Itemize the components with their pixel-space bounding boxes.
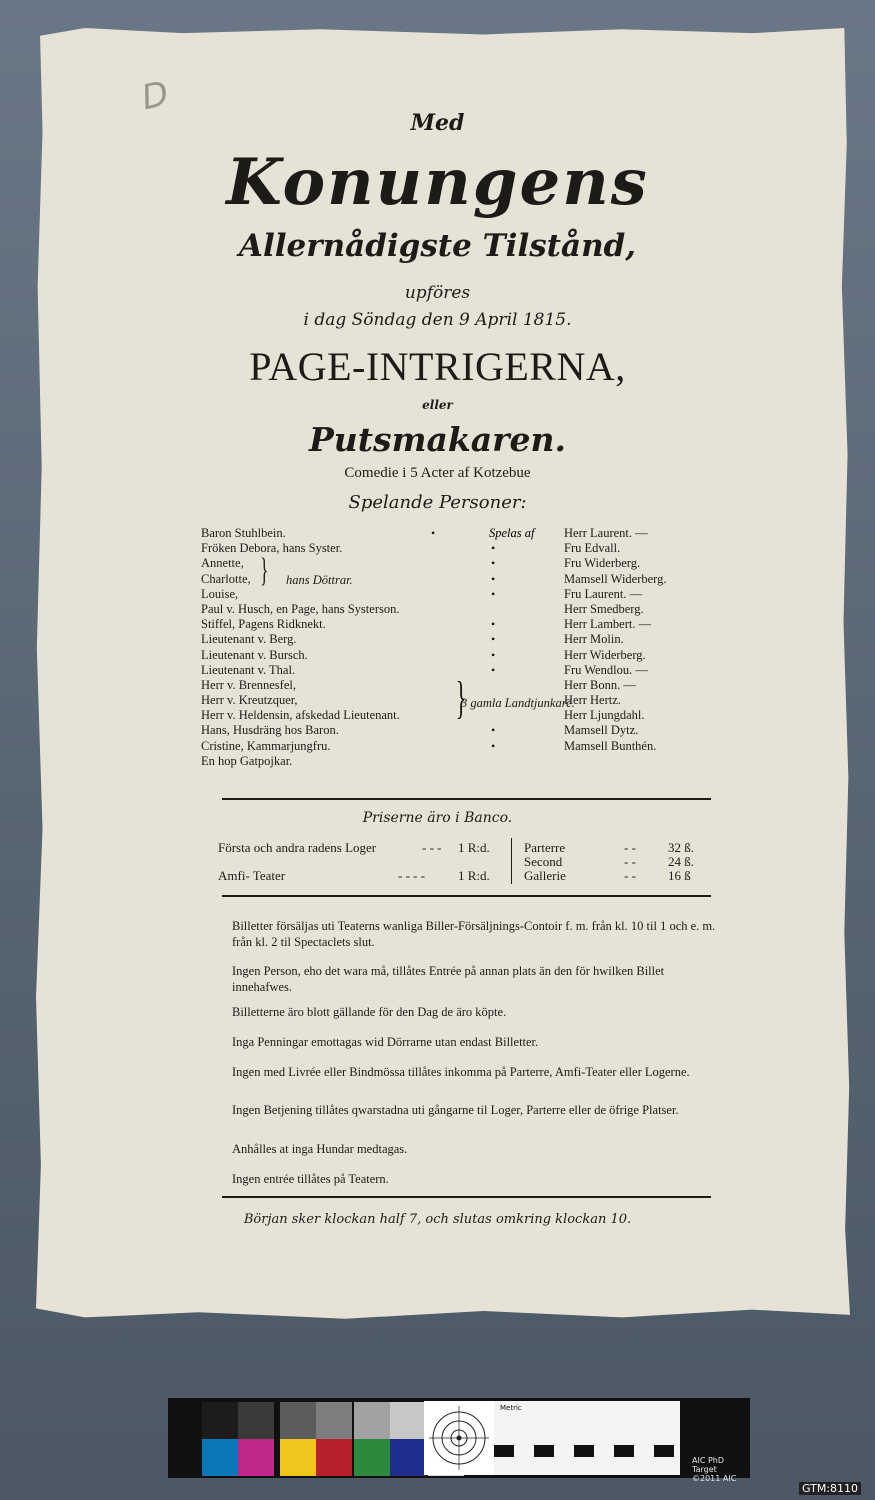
cast-row: Cristine, Kammarjungfru. • Mamsell Bunthén. bbox=[201, 738, 657, 753]
swatch bbox=[202, 1402, 238, 1439]
price-amfi-label: Amfi- Teater bbox=[218, 868, 286, 883]
spelas-af-label: Spelas af bbox=[489, 526, 535, 540]
cast-row bbox=[201, 754, 701, 769]
swatch bbox=[316, 1402, 352, 1439]
swatch bbox=[238, 1439, 274, 1476]
cast-role: Lieutenant v. Berg. bbox=[201, 632, 297, 647]
cast-row: Hans, Husdräng hos Baron. • Mamsell Dytz. bbox=[201, 723, 639, 738]
ruler-segment bbox=[534, 1445, 554, 1457]
catalog-id: GTM:8110 bbox=[799, 1482, 861, 1495]
cast-actor: Herr Laurent. — bbox=[564, 526, 648, 540]
price-divider bbox=[511, 838, 512, 884]
aic-caption-line2: ©2011 AIC bbox=[692, 1474, 737, 1483]
ruler-segment bbox=[494, 1445, 514, 1457]
prices-title: Priserne äro i Banco. bbox=[362, 810, 513, 826]
cast-role: Herr v. Heldensin, afskedad Lieutenant. bbox=[201, 708, 400, 723]
cast-row: Stiffel, Pagens Ridknekt. • Herr Lambert. — bbox=[201, 617, 652, 632]
cast-actor: Mamsell Widerberg. bbox=[564, 571, 667, 586]
notice-ingen-person: Ingen Person, eho det wara må, tillåtes Entrée på annan plats än den för hwilken Billet innehafwes. bbox=[232, 964, 665, 994]
price-second-value: 24 ß. bbox=[668, 854, 694, 869]
color-target-card bbox=[168, 1398, 750, 1483]
price-gallerie-dots: - - bbox=[624, 868, 636, 883]
ruler-label: Metric bbox=[500, 1404, 522, 1412]
cast-role: Stiffel, Pagens Ridknekt. bbox=[201, 617, 326, 632]
header-allernadigste: Allernådigste Tilstånd, bbox=[238, 228, 637, 264]
cast-role: Lieutenant v. Bursch. bbox=[201, 647, 308, 662]
header-konungens: Konungens bbox=[226, 145, 649, 220]
notice-betjening: Ingen Betjening tillåtes qwarstadna uti gångarne til Loger, Parterre eller de öfrige Platser. bbox=[232, 1103, 679, 1117]
cast-role: Cristine, Kammarjungfru. bbox=[201, 738, 331, 753]
notice-gallande: Billetterne äro blott gällande för den Dag de äro köpte. bbox=[232, 1005, 507, 1019]
cast-row: Louise, • Fru Laurent. — bbox=[201, 586, 643, 601]
divider-bottom bbox=[222, 1196, 711, 1198]
divider-top bbox=[222, 798, 711, 800]
ruler-segment bbox=[614, 1445, 634, 1457]
header-upfores: upföres bbox=[404, 283, 471, 303]
cast-actor: Herr Smedberg. bbox=[564, 601, 644, 616]
brace-daughters: } bbox=[260, 552, 269, 589]
swatch bbox=[390, 1439, 426, 1476]
cast-role: Hans, Husdräng hos Baron. bbox=[201, 723, 339, 738]
cast-row bbox=[201, 693, 701, 708]
price-loger-value: 1 R:d. bbox=[458, 840, 490, 855]
price-second-label: Second bbox=[524, 854, 563, 869]
ruler-segment bbox=[574, 1445, 594, 1457]
cast-actor: Fru Widerberg. bbox=[564, 556, 641, 571]
cast-actor: Herr Ljungdahl. bbox=[564, 708, 645, 723]
cast-role: Baron Stuhlbein. bbox=[201, 526, 286, 540]
notice-hundar: Anhålles at inga Hundar medtagas. bbox=[232, 1142, 408, 1156]
header-med: Med bbox=[410, 110, 465, 136]
cast-actor: Herr Bonn. — bbox=[564, 677, 636, 692]
cast-row: Lieutenant v. Thal. • Fru Wendlou. — bbox=[201, 662, 648, 677]
swatch bbox=[316, 1439, 352, 1476]
cast-row: Charlotte, • Mamsell Widerberg. bbox=[201, 571, 667, 586]
price-parterre-value: 32 ß. bbox=[668, 840, 694, 855]
cast-role: Herr v. Brennesfel, bbox=[201, 677, 296, 692]
price-gallerie-value: 16 ß bbox=[668, 868, 691, 883]
cast-actor: Fru Wendlou. — bbox=[564, 662, 648, 677]
notice-teatern: Ingen entrée tillåtes på Teatern. bbox=[232, 1172, 389, 1186]
cast-actor: Mamsell Dytz. bbox=[564, 723, 639, 738]
landtjunkare-label: 3 gamla Landtjunkare. bbox=[461, 696, 575, 710]
cast-actor: Fru Laurent. — bbox=[564, 586, 643, 601]
cast-row: Lieutenant v. Berg. • Herr Molin. bbox=[201, 632, 624, 647]
ruler-segment bbox=[654, 1445, 674, 1457]
cast-role: Annette, bbox=[201, 556, 244, 571]
swatch bbox=[280, 1402, 316, 1439]
aic-caption bbox=[692, 1456, 750, 1483]
swatch bbox=[280, 1439, 316, 1476]
cast-row bbox=[201, 708, 701, 723]
swatch bbox=[390, 1402, 426, 1439]
price-amfi-value: 1 R:d. bbox=[458, 868, 490, 883]
price-loger-dots: - - - bbox=[422, 840, 442, 855]
cast-list bbox=[201, 526, 701, 769]
cast-role: Lieutenant v. Thal. bbox=[201, 662, 296, 677]
cast-role: Louise, bbox=[201, 586, 239, 601]
cast-row: Annette, • Fru Widerberg. bbox=[201, 556, 641, 571]
cast-actor: Fru Edvall. bbox=[564, 541, 621, 556]
swatch bbox=[354, 1439, 390, 1476]
price-amfi-dots: - - - - bbox=[398, 868, 426, 883]
daughters-label: hans Döttrar. bbox=[286, 573, 353, 587]
swatch bbox=[202, 1439, 238, 1476]
divider-middle bbox=[222, 895, 711, 897]
footer-times: Början sker klockan half 7, och slutas omkring klockan 10. bbox=[243, 1212, 632, 1227]
cast-actor: Mamsell Bunthén. bbox=[564, 738, 657, 753]
cast-role: Paul v. Husch, en Page, hans Systerson. bbox=[201, 601, 400, 616]
cast-row: Baron Stuhlbein. • Herr Laurent. — bbox=[201, 526, 648, 540]
cast-heading: Spelande Personer: bbox=[348, 492, 527, 513]
cast-role: Charlotte, bbox=[201, 571, 251, 586]
bullseye-icon bbox=[424, 1401, 494, 1475]
cast-role: Herr v. Kreutzquer, bbox=[201, 693, 298, 708]
notice-billetter: Billetter försäljas uti Teaterns wanliga Biller-Försäljnings-Contoir f. m. från kl. 10 til 1 och e. m. från kl. 2 til Spectaclets slut. bbox=[232, 919, 716, 949]
cast-actor: Herr Lambert. — bbox=[564, 617, 652, 632]
cast-row: Fröken Debora, hans Syster. • Fru Edvall. bbox=[201, 541, 621, 556]
cast-row bbox=[201, 602, 701, 617]
metric-ruler bbox=[494, 1401, 680, 1475]
cast-role: En hop Gatpojkar. bbox=[201, 753, 293, 768]
cast-actor: Herr Widerberg. bbox=[564, 647, 646, 662]
play-subtitle: Putsmakaren. bbox=[308, 420, 567, 459]
brace-landtjunkare: } bbox=[455, 672, 467, 723]
bullseye-target bbox=[424, 1401, 494, 1475]
notice-livree: Ingen med Livrée eller Bindmössa tillåtes inkomma på Parterre, Amfi-Teater eller Logerne. bbox=[232, 1065, 690, 1079]
cast-row: Lieutenant v. Bursch. • Herr Widerberg. bbox=[201, 647, 646, 662]
aic-caption-line1: AIC PhD Target bbox=[692, 1456, 725, 1474]
header-date-line: i dag Söndag den 9 April 1815. bbox=[303, 310, 572, 330]
notice-penningar: Inga Penningar emottagas wid Dörrarne utan endast Billetter. bbox=[232, 1035, 539, 1049]
swatch bbox=[238, 1402, 274, 1439]
cast-actor: Herr Hertz. bbox=[564, 693, 621, 708]
price-parterre-label: Parterre bbox=[524, 840, 566, 855]
swatch bbox=[354, 1402, 390, 1439]
cast-actor: Herr Molin. bbox=[564, 632, 624, 647]
price-second-dots: - - bbox=[624, 854, 636, 869]
pencil-mark: D bbox=[138, 73, 173, 119]
price-loger-label: Första och andra radens Loger bbox=[218, 840, 377, 855]
cast-row bbox=[201, 678, 701, 693]
cast-role: Fröken Debora, hans Syster. bbox=[201, 541, 343, 556]
comedie-line: Comedie i 5 Acter af Kotzebue bbox=[344, 465, 531, 481]
price-gallerie-label: Gallerie bbox=[524, 868, 566, 883]
header-eller: eller bbox=[422, 398, 453, 412]
play-title: PAGE-INTRIGERNA, bbox=[249, 344, 626, 389]
price-parterre-dots: - - bbox=[624, 840, 636, 855]
